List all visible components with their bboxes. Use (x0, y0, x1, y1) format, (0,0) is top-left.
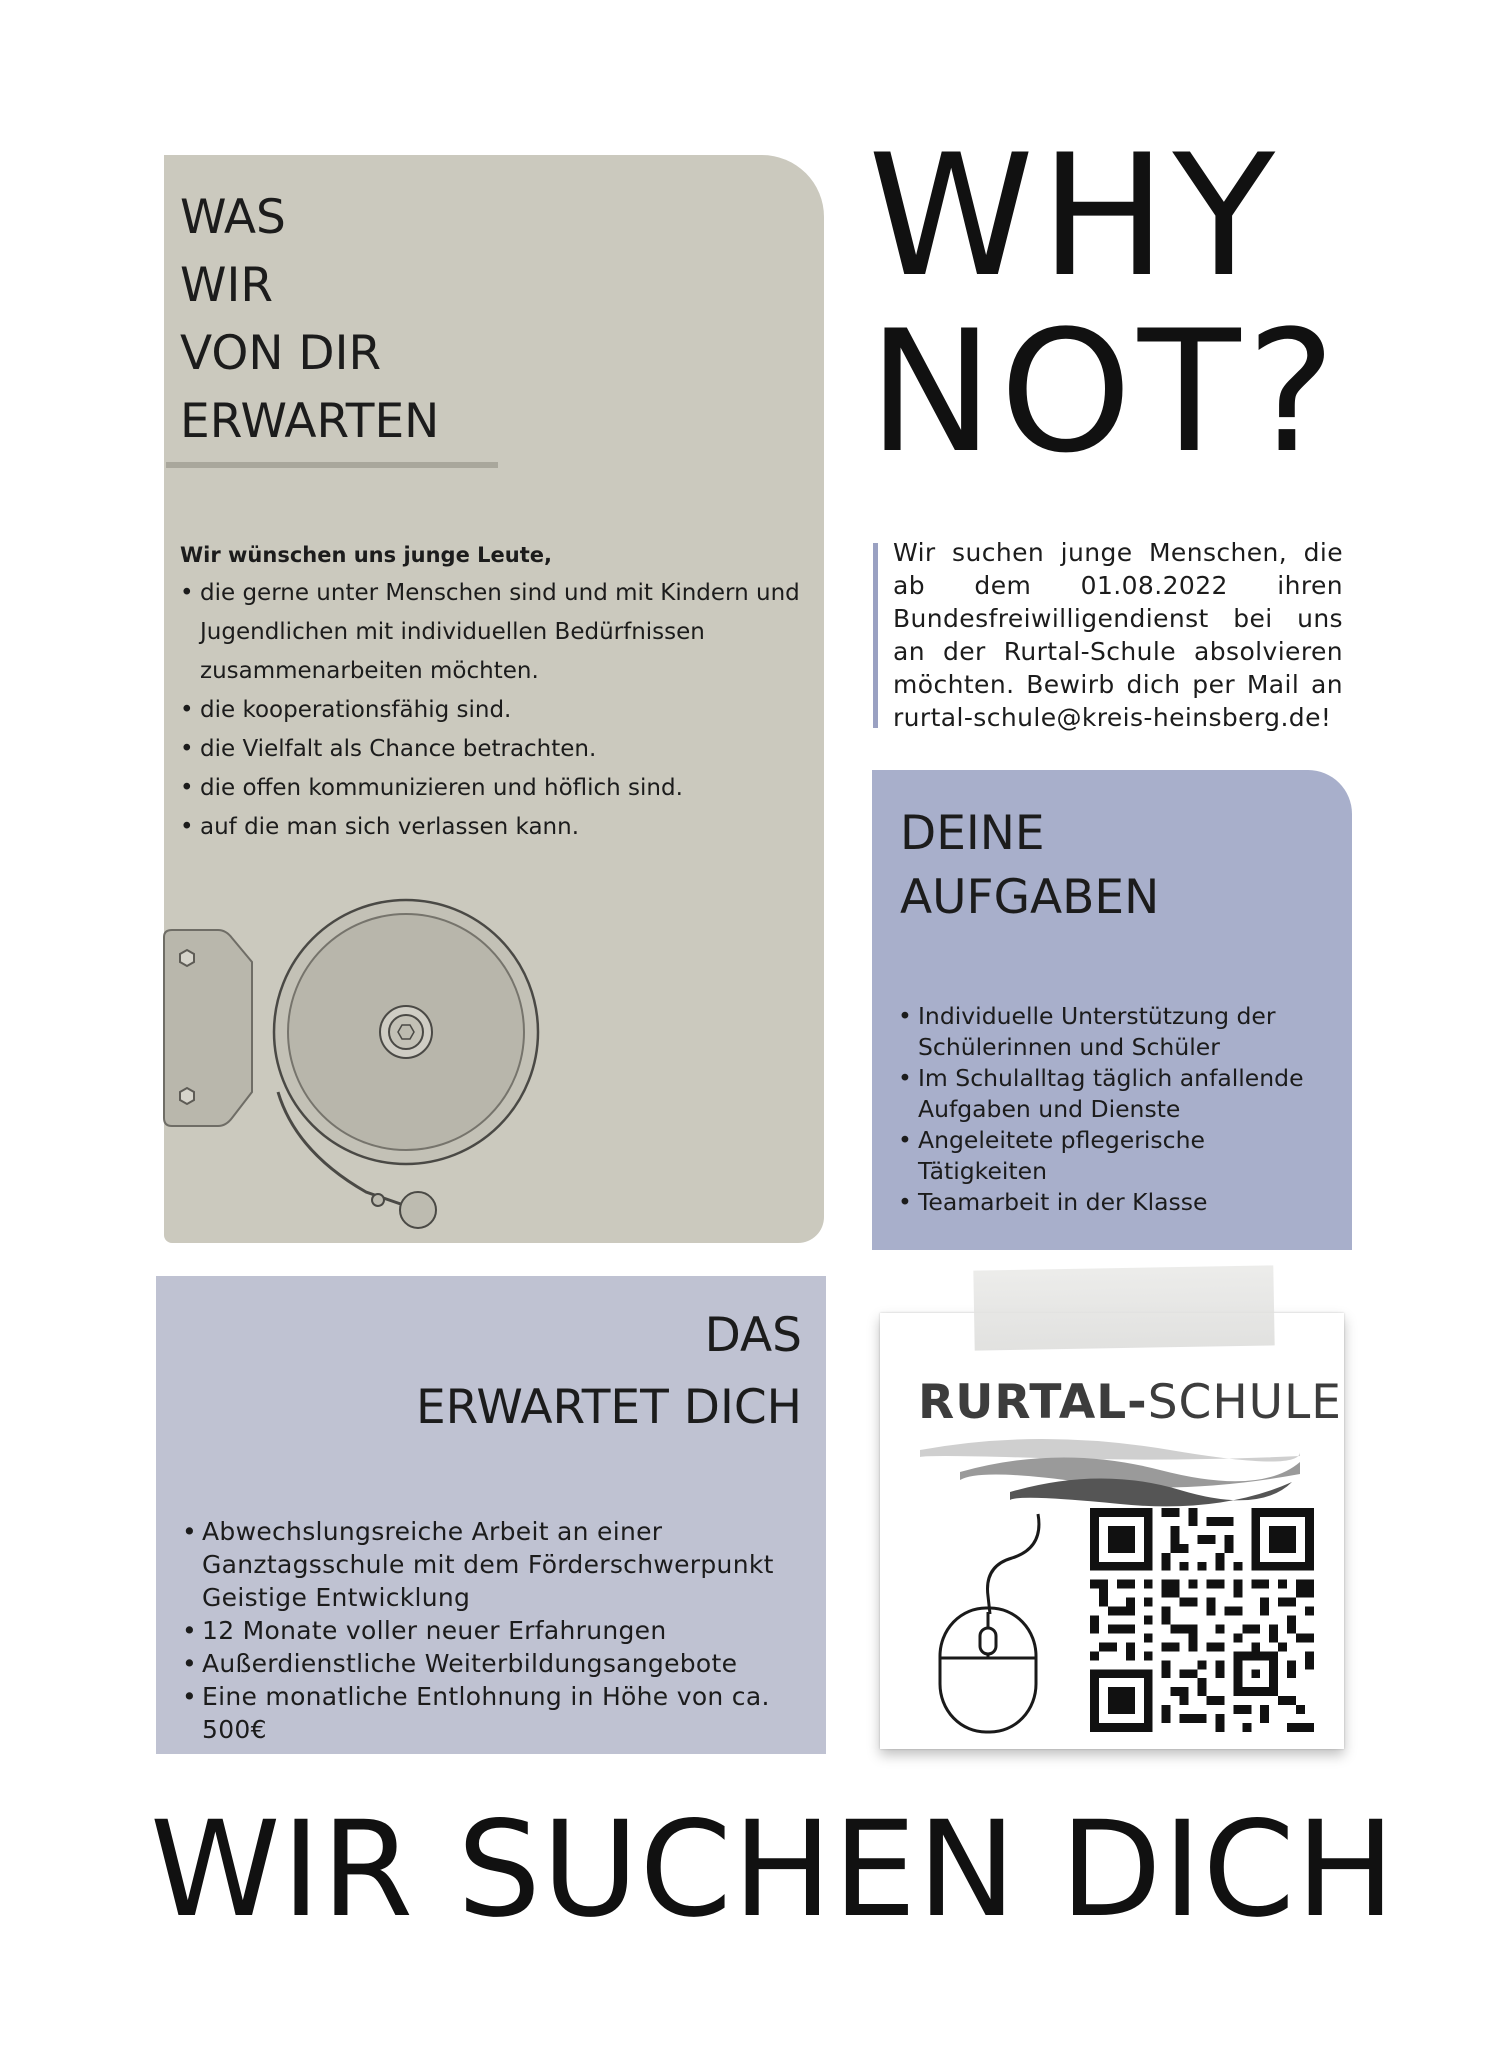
list-item: • Außerdienstliche Weiterbildungsangebote (182, 1647, 782, 1680)
tasks-list (898, 1001, 1338, 1218)
headline-line: NOT? (868, 294, 1342, 490)
expectations-heading-line: WAS (180, 190, 286, 245)
why-not-headline (868, 118, 1428, 490)
accent-bar (873, 543, 878, 728)
tasks-heading-line: DEINE (900, 806, 1045, 861)
expectations-list (180, 574, 800, 847)
tasks-heading (900, 802, 1340, 930)
tape-strip (973, 1265, 1274, 1350)
list-item: • die kooperationsfähig sind. (180, 691, 800, 730)
intro-paragraph: Wir suchen junge Menschen, die ab dem 01.08.2022 ihren Bundesfreiwilligendienst bei uns an der Rurtal-Schule absolvieren möchten. Bewirb dich per Mail an rurtal-schule@kreis-heinsberg.de! (893, 538, 1343, 732)
qr-code (1090, 1508, 1314, 1732)
offer-list (182, 1515, 782, 1746)
expectations-heading-line: VON DIR (180, 326, 382, 381)
list-item: • Teamarbeit in der Klasse (898, 1187, 1338, 1218)
offer-heading (300, 1300, 802, 1444)
tasks-heading-line: AUFGABEN (900, 870, 1160, 925)
list-item: • 12 Monate voller neuer Erfahrungen (182, 1614, 782, 1647)
school-bell-icon (156, 892, 556, 1232)
expectations-heading-line: ERWARTEN (180, 394, 440, 449)
heading-divider (166, 462, 498, 468)
computer-mouse-icon (928, 1508, 1048, 1738)
list-item: • die gerne unter Menschen sind und mit Kindern und Jugendlichen mit individuellen Bedürfnissen zusammenarbeiten möchten. (180, 574, 800, 691)
offer-heading-line: DAS (704, 1308, 802, 1363)
headline-line: WHY (868, 118, 1282, 314)
list-item: • Eine monatliche Entlohnung in Höhe von ca. 500€ (182, 1680, 782, 1746)
school-logo (918, 1375, 1342, 1430)
expectations-heading (180, 184, 580, 456)
bottom-headline: WIR SUCHEN DICH (150, 1793, 1397, 1947)
list-item: • Im Schulalltag täglich anfallende Aufgaben und Dienste (898, 1063, 1338, 1125)
logo-text-bold: RURTAL- (918, 1375, 1148, 1430)
list-item: • die offen kommunizieren und höflich sind. (180, 769, 800, 808)
list-item: • Individuelle Unterstützung der Schülerinnen und Schüler (898, 1001, 1338, 1063)
logo-text-regular: SCHULE (1147, 1375, 1342, 1430)
expectations-intro: Wir wünschen uns junge Leute, (180, 543, 552, 567)
list-item: • die Vielfalt als Chance betrachten. (180, 730, 800, 769)
list-item: • Abwechslungsreiche Arbeit an einer Ganztagsschule mit dem Förderschwerpunkt Geistige Entwicklung (182, 1515, 782, 1614)
list-item: • auf die man sich verlassen kann. (180, 808, 800, 847)
list-item: • Angeleitete pflegerische Tätigkeiten (898, 1125, 1338, 1187)
offer-heading-line: ERWARTET DICH (415, 1380, 802, 1435)
expectations-heading-line: WIR (180, 258, 273, 313)
